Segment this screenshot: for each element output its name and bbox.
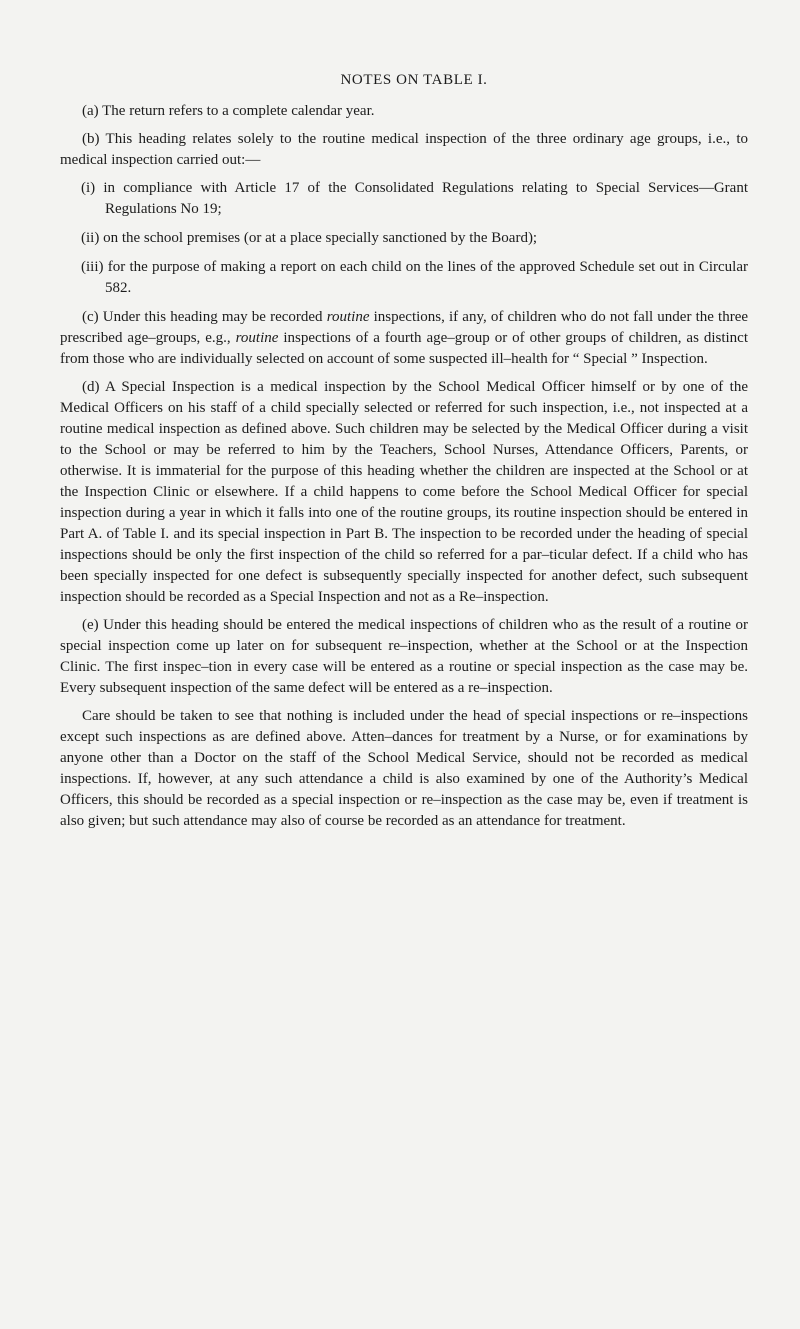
note-b-item-label: (i) [81, 180, 96, 196]
note-c [60, 307, 748, 370]
note-b-label: (b) [82, 131, 100, 147]
note-b-item-iii [60, 257, 748, 299]
note-c-label: (c) [82, 309, 99, 325]
note-a-text: The return refers to a complete calendar year. [102, 103, 375, 119]
note-e [60, 615, 748, 699]
note-b-text: This heading relates solely to the routine medical inspection of the three ordinary age groups, i.e., to medical inspection carried out:— [60, 131, 748, 168]
note-b-item-label: (iii) [81, 259, 104, 275]
note-b-item-i [60, 178, 748, 220]
care-note [60, 706, 748, 832]
note-d-label: (d) [82, 379, 100, 395]
note-c-text-3: inspections of a fourth age–group or of other groups of children, as distinct from those who are individually selected on account of some suspected ill–health for “ Special ” Inspection. [60, 330, 749, 367]
note-b [60, 129, 748, 171]
note-d-text: A Special Inspection is a medical inspection by the School Medical Officer himself or by one of the Medical Officers on his staff of a child specially selected or referred for such inspection, i.e., not inspected at a routine medical inspection as defined above. Such children may be selected by the Medical Officer during a visit to the School or may be referred to him by the Teachers, School Nurses, Attendance Officers, Parents, or otherwise. It is immaterial for the purpose of this heading whether the children are inspected at the School or at the Inspection Clinic or elsewhere. If a child happens to come before the School Medical Officer for special inspection during a year in which it falls into one of the routine groups, its routine inspection should be entered in Part A. of Table I. and its special inspection in Part B. The inspection to be recorded under the heading of special inspections should be only the first inspection of the child so referred for a par–ticular defect. If a child who has been specially inspected for one defect is subsequently specially inspected for another defect, such subsequent inspection should be recorded as a Special Inspection and not as a Re–inspection. [60, 379, 748, 605]
note-d [60, 377, 748, 608]
note-c-text-1: Under this heading may be recorded [102, 309, 323, 325]
note-a [60, 101, 748, 122]
note-c-emphasis-1: routine [326, 309, 370, 325]
note-e-text: Under this heading should be entered the medical inspections of children who as the result of a routine or special inspection come up later on for subsequent re–inspection, whether at the School or at the Inspection Clinic. The first inspec–tion in every case will be entered as a routine or special inspection as the case may be. Every subsequent inspection of the same defect will be entered as a re–inspection. [60, 617, 748, 696]
note-b-item-text: for the purpose of making a report on each child on the lines of the approved Schedule set out in Circular 582. [105, 259, 748, 296]
note-c-emphasis-2: routine [235, 330, 279, 346]
document-page [60, 72, 748, 839]
care-note-text: Care should be taken to see that nothing is included under the head of special inspections or re–inspections except such inspections as are defined above. Atten–dances for treatment by a Nurse, or for examinations by anyone other than a Doctor on the staff of the School Medical Service, should not be recorded as medical inspections. If, however, at any such attendance a child is also examined by one of the Authority’s Medical Officers, this should be recorded as a special inspection or re–inspection as the case may be, even if treatment is also given; but such attendance may also of course be recorded as an attendance for treatment. [60, 708, 748, 829]
note-b-item-label: (ii) [81, 230, 100, 246]
page-title: NOTES ON TABLE I. [340, 72, 488, 88]
note-a-label: (a) [82, 103, 99, 119]
note-e-label: (e) [82, 617, 99, 633]
note-b-item-text: on the school premises (or at a place specially sanctioned by the Board); [103, 230, 538, 246]
note-b-item-ii [60, 228, 748, 249]
note-c-text-2: inspections, if any, of children who do not fall under the three prescribed age–groups, e.g., [60, 309, 749, 346]
note-b-item-text: in compliance with Article 17 of the Consolidated Regulations relating to Special Services—Grant Regulations No 19; [103, 180, 749, 217]
